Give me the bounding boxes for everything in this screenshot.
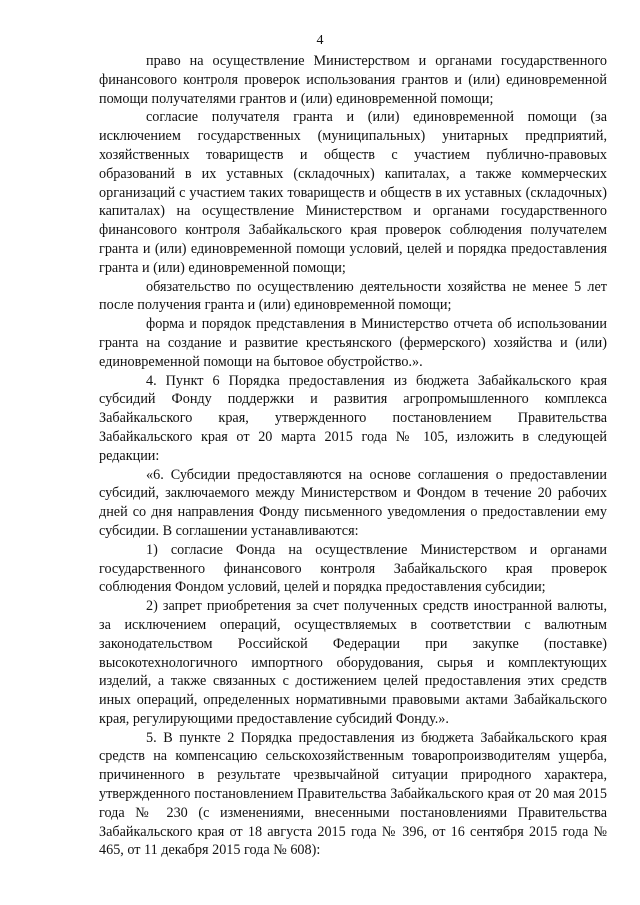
paragraph-report-form: форма и порядок представления в Министерство отчета об использовании гранта на создание и развитие крестьянского (фермерского) хозяйства и (или) единовременной помощи на бытовое обустройство.». — [99, 316, 607, 370]
paragraph-audit-right: право на осуществление Министерством и органами государственного финансового контроля проверок использования грантов и (или) единовременной помощи получателями грантов и (или) единовременной помощи; — [99, 53, 607, 107]
paragraph-item-5: 5. В пункте 2 Порядка предоставления из бюджета Забайкальского края средств на компенсацию сельскохозяйственным товаропроизводителям ущерба, причиненного в результате чрезвычайной ситуации природного характера, утвержденного постановлением Правительства Забайкальского края от 20 мая 2015 года № 230 (с изменениями, внесенными постановлениями Правительства Забайкальского края от 18 августа 2015 года № 396, от 16 сентября 2015 года № 465, от 11 декабря 2015 года № 608): — [99, 729, 607, 859]
page-number: 4 — [316, 33, 324, 48]
paragraph-currency-ban: 2) запрет приобретения за счет полученных средств иностранной валюты, за исключением операций, осуществляемых в соответствии с валютным законодательством Российской Федерации при закупке (поставке) высокотехнологичного импортного оборудования, сырья и комплектующих изделий, а также связанных с достижением целей предоставления этих средств иных операций, определенных нормативными правовыми актами Забайкальского края, регулирующими предоставление субсидий Фонду.». — [99, 598, 607, 727]
paragraph-recipient-consent: согласие получателя гранта и (или) единовременной помощи (за исключением государственных (муниципальных) унитарных предприятий, хозяйственных товариществ и обществ с участием публично-правовых образований в их уставных (складочных) капиталах, а также коммерческих организаций с участием таких товариществ и обществ в их уставных (складочных) капиталах) на осуществление Министерством и органами государственного финансового контроля Забайкальского края проверок соблюдения получателем гранта и (или) единовременной помощи условий, целей и порядка предоставления гранта и (или) единовременной помощи; — [99, 109, 607, 276]
paragraph-subsidy-agreement: «6. Субсидии предоставляются на основе соглашения о предоставлении субсидий, заключаемого между Министерством и Фондом в течение 20 рабочих дней со дня направления Фонду письменного уведомления о предоставлении ему субсидии. В соглашении устанавливаются: — [99, 466, 607, 539]
document-body — [99, 52, 607, 860]
paragraph-fund-consent: 1) согласие Фонда на осуществление Министерством и органами государственного финансового контроля Забайкальского края проверок соблюдения Фондом условий, целей и порядка предоставления субсидии; — [99, 541, 607, 596]
paragraph-five-year-obligation: обязательство по осуществлению деятельности хозяйства не менее 5 лет после получения гранта и (или) единовременной помощи; — [99, 278, 607, 314]
paragraph-item-4: 4. Пункт 6 Порядка предоставления из бюджета Забайкальского края субсидий Фонду поддержки и развития агропромышленного комплекса Забайкальского края, утвержденного постановлением Правительства Забайкальского края от 20 марта 2015 года № 105, изложить в следующей редакции: — [99, 372, 607, 464]
